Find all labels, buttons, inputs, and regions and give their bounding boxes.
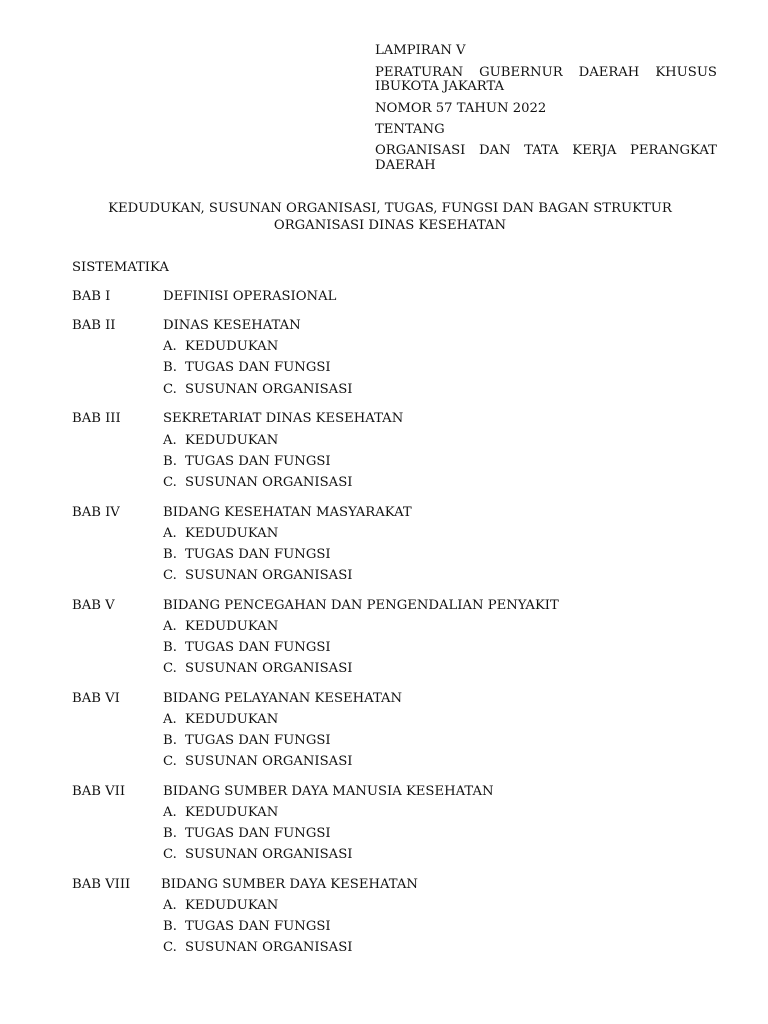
- item-letter: B.: [163, 547, 177, 562]
- chapter-item: [163, 340, 278, 353]
- chapter-item: [163, 383, 352, 396]
- chapter-item: [163, 527, 278, 540]
- chapter-label: BAB VII: [72, 784, 126, 799]
- peraturan-line-1: [375, 66, 717, 79]
- organisasi-line-1: [375, 144, 717, 157]
- item-text: SUSUNAN ORGANISASI: [185, 475, 353, 490]
- peraturan-line-2: IBUKOTA JAKARTA: [375, 79, 505, 94]
- chapter-title: DEFINISI OPERASIONAL: [163, 289, 337, 304]
- chapter-item: [163, 713, 278, 726]
- item-letter: A.: [163, 526, 177, 541]
- chapter-item: [163, 548, 331, 561]
- item-letter: C.: [163, 940, 177, 955]
- peraturan-word: DAERAH: [578, 65, 640, 80]
- item-letter: B.: [163, 919, 177, 934]
- item-text: SUSUNAN ORGANISASI: [185, 940, 353, 955]
- chapter-item: [163, 848, 352, 861]
- item-text: TUGAS DAN FUNGSI: [185, 826, 331, 841]
- chapter-label: BAB I: [72, 289, 111, 304]
- item-letter: C.: [163, 847, 177, 862]
- peraturan-word: GUBERNUR: [479, 65, 563, 80]
- chapter-title: BIDANG PENCEGAHAN DAN PENGENDALIAN PENYAKIT: [163, 598, 559, 613]
- chapter-title: BIDANG SUMBER DAYA KESEHATAN: [161, 877, 418, 892]
- chapter-label: BAB II: [72, 318, 116, 333]
- item-text: KEDUDUKAN: [185, 712, 279, 727]
- document-title-line-1: KEDUDUKAN, SUSUNAN ORGANISASI, TUGAS, FUNGSI DAN BAGAN STRUKTUR: [108, 201, 672, 216]
- organisasi-word: KERJA: [572, 143, 617, 158]
- item-letter: A.: [163, 898, 177, 913]
- peraturan-word: KHUSUS: [655, 65, 717, 80]
- chapter-item: [163, 620, 278, 633]
- item-text: TUGAS DAN FUNGSI: [185, 640, 331, 655]
- document-title: [60, 202, 720, 236]
- organisasi-word: PERANGKAT: [630, 143, 717, 158]
- item-letter: B.: [163, 733, 177, 748]
- item-letter: C.: [163, 754, 177, 769]
- item-letter: B.: [163, 826, 177, 841]
- item-text: KEDUDUKAN: [185, 526, 279, 541]
- chapter-item: [163, 361, 331, 374]
- chapter-item: [163, 899, 278, 912]
- item-text: TUGAS DAN FUNGSI: [185, 919, 331, 934]
- chapter-item: [163, 941, 352, 954]
- peraturan-word: PERATURAN: [375, 65, 464, 80]
- item-letter: A.: [163, 433, 177, 448]
- chapter-item: [163, 569, 352, 582]
- item-letter: C.: [163, 475, 177, 490]
- chapter-label: BAB VIII: [72, 877, 131, 892]
- chapter-title: DINAS KESEHATAN: [163, 318, 301, 333]
- item-text: TUGAS DAN FUNGSI: [185, 547, 331, 562]
- item-letter: A.: [163, 619, 177, 634]
- organisasi-word: TATA: [524, 143, 559, 158]
- item-letter: C.: [163, 382, 177, 397]
- chapter-item: [163, 476, 352, 489]
- item-text: KEDUDUKAN: [185, 898, 279, 913]
- item-text: SUSUNAN ORGANISASI: [185, 661, 353, 676]
- item-letter: A.: [163, 712, 177, 727]
- organisasi-word: DAN: [478, 143, 511, 158]
- chapter-title: BIDANG SUMBER DAYA MANUSIA KESEHATAN: [163, 784, 494, 799]
- tentang-line: TENTANG: [375, 122, 445, 137]
- item-text: KEDUDUKAN: [185, 805, 279, 820]
- sistematika-heading: SISTEMATIKA: [72, 260, 169, 275]
- chapter-item: [163, 920, 331, 933]
- chapter-item: [163, 434, 278, 447]
- item-text: KEDUDUKAN: [185, 433, 279, 448]
- item-letter: A.: [163, 805, 177, 820]
- lampiran-label: LAMPIRAN V: [375, 43, 466, 58]
- item-text: TUGAS DAN FUNGSI: [185, 360, 331, 375]
- chapter-item: [163, 455, 331, 468]
- item-letter: B.: [163, 454, 177, 469]
- item-text: SUSUNAN ORGANISASI: [185, 847, 353, 862]
- chapter-title: BIDANG PELAYANAN KESEHATAN: [163, 691, 403, 706]
- organisasi-word: ORGANISASI: [375, 143, 466, 158]
- chapter-label: BAB V: [72, 598, 115, 613]
- item-letter: B.: [163, 640, 177, 655]
- organisasi-line-2: DAERAH: [375, 158, 436, 173]
- item-letter: C.: [163, 661, 177, 676]
- item-text: SUSUNAN ORGANISASI: [185, 568, 353, 583]
- chapter-item: [163, 662, 352, 675]
- item-text: SUSUNAN ORGANISASI: [185, 754, 353, 769]
- item-text: TUGAS DAN FUNGSI: [185, 454, 331, 469]
- item-text: TUGAS DAN FUNGSI: [185, 733, 331, 748]
- item-text: KEDUDUKAN: [185, 339, 279, 354]
- chapter-item: [163, 806, 278, 819]
- chapter-item: [163, 641, 331, 654]
- chapter-item: [163, 734, 331, 747]
- item-letter: A.: [163, 339, 177, 354]
- chapter-title: SEKRETARIAT DINAS KESEHATAN: [163, 411, 404, 426]
- item-text: SUSUNAN ORGANISASI: [185, 382, 353, 397]
- chapter-title: BIDANG KESEHATAN MASYARAKAT: [163, 505, 412, 520]
- chapter-label: BAB IV: [72, 505, 120, 520]
- item-letter: C.: [163, 568, 177, 583]
- chapter-item: [163, 827, 331, 840]
- chapter-label: BAB III: [72, 411, 121, 426]
- document-title-line-2: ORGANISASI DINAS KESEHATAN: [273, 218, 507, 233]
- chapter-label: BAB VI: [72, 691, 120, 706]
- chapter-item: [163, 755, 352, 768]
- item-letter: B.: [163, 360, 177, 375]
- item-text: KEDUDUKAN: [185, 619, 279, 634]
- nomor-line: NOMOR 57 TAHUN 2022: [375, 101, 547, 116]
